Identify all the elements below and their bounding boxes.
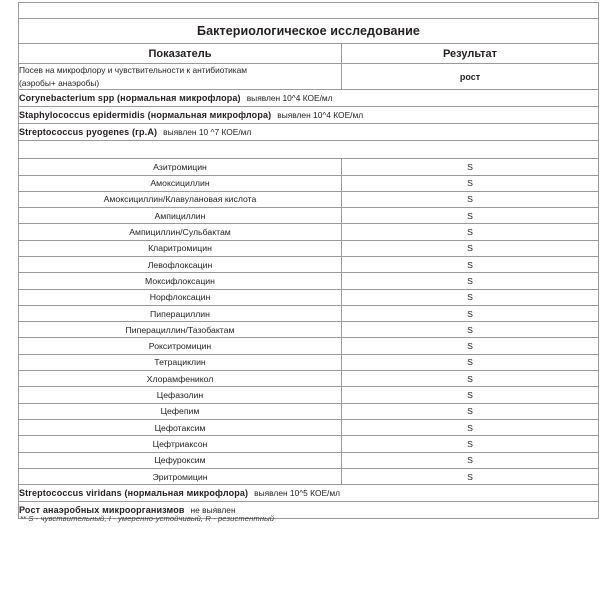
- table-row: [19, 224, 599, 240]
- table-row: [19, 240, 599, 256]
- table-row: [19, 338, 599, 354]
- table-row: [19, 273, 599, 289]
- antibiotic-result: S: [342, 175, 599, 191]
- table-row: [19, 208, 599, 224]
- antibiotic-name: Пиперациллин: [19, 305, 342, 321]
- antibiotic-name: Рокситромицин: [19, 338, 342, 354]
- antibiotic-result: S: [342, 208, 599, 224]
- antibiotic-name: Пиперациллин/Тазобактам: [19, 322, 342, 338]
- antibiotic-result: S: [342, 452, 599, 468]
- susceptibility-separator-row: [19, 141, 599, 159]
- antibiotic-name: Тетрациклин: [19, 354, 342, 370]
- organism-row: [19, 124, 599, 141]
- organism-name: Streptococcus pyogenes (гр.А): [19, 127, 158, 138]
- organism-row: [19, 90, 599, 107]
- test-result-value: рост: [342, 64, 599, 90]
- organism-name: Streptococcus viridans (нормальная микрофлора): [19, 488, 249, 499]
- bacteriology-report-table: [18, 2, 599, 519]
- antibiotic-result: S: [342, 191, 599, 207]
- table-row: [19, 354, 599, 370]
- antibiotic-name: Цефуроксим: [19, 452, 342, 468]
- organism-quantity: выявлен 10^4 КОЕ/мл: [277, 110, 364, 121]
- antibiotic-name: Цефазолин: [19, 387, 342, 403]
- antibiotic-result: S: [342, 224, 599, 240]
- antibiotic-name: Ампициллин: [19, 208, 342, 224]
- antibiotic-result: S: [342, 322, 599, 338]
- antibiotic-result: S: [342, 387, 599, 403]
- organism-name: Рост анаэробных микроорганизмов: [19, 505, 185, 516]
- antibiotic-result: S: [342, 159, 599, 175]
- table-row: [19, 191, 599, 207]
- table-row: [19, 257, 599, 273]
- test-name-line-2: (аэробы+ анаэробы): [19, 77, 100, 88]
- table-row: [19, 322, 599, 338]
- antibiotic-result: S: [342, 354, 599, 370]
- organism-cell: [19, 107, 599, 124]
- table-row: [19, 305, 599, 321]
- table-row: [19, 289, 599, 305]
- antibiotic-name: Кларитромицин: [19, 240, 342, 256]
- organism-row: [19, 485, 599, 502]
- antibiotic-result: S: [342, 240, 599, 256]
- organism-quantity: выявлен 10^4 КОЕ/мл: [246, 93, 333, 104]
- antibiotic-name: Моксифлоксацин: [19, 273, 342, 289]
- report-body: [19, 3, 599, 519]
- title-row: [19, 19, 599, 44]
- antibiotic-result: S: [342, 273, 599, 289]
- antibiotic-result: S: [342, 468, 599, 484]
- antibiotic-result: S: [342, 371, 599, 387]
- table-row: [19, 387, 599, 403]
- organism-name: Corynebacterium spp (нормальная микрофлора): [19, 93, 241, 104]
- antibiotic-name: Левофлоксацин: [19, 257, 342, 273]
- antibiotic-name: Азитромицин: [19, 159, 342, 175]
- antibiotic-name: Цефотаксим: [19, 419, 342, 435]
- antibiotic-result: S: [342, 257, 599, 273]
- table-row: [19, 419, 599, 435]
- column-header-row: [19, 44, 599, 64]
- antibiotic-result: S: [342, 419, 599, 435]
- antibiotic-result: S: [342, 436, 599, 452]
- organism-quantity: выявлен 10 ^7 КОЕ/мл: [163, 127, 252, 138]
- antibiotic-name: Цефтриаксон: [19, 436, 342, 452]
- table-row: [19, 403, 599, 419]
- legend-footnote: ** S - чувствительный, I - умеренно-устойчивый, R - резистентный: [20, 514, 275, 523]
- organism-cell: [19, 485, 599, 502]
- table-row: [19, 159, 599, 175]
- organism-name: Staphylococcus epidermidis (нормальная микрофлора): [19, 110, 272, 121]
- table-row: [19, 371, 599, 387]
- antibiotic-name: Амоксициллин/Клавулановая кислота: [19, 191, 342, 207]
- column-header-indicator: Показатель: [19, 44, 342, 64]
- antibiotic-name: Эритромицин: [19, 468, 342, 484]
- table-row: [19, 452, 599, 468]
- page-title: Бактериологическое исследование: [19, 19, 599, 44]
- table-row: [19, 175, 599, 191]
- antibiotic-name: Хлорамфеникол: [19, 371, 342, 387]
- antibiotic-result: S: [342, 338, 599, 354]
- antibiotic-result: S: [342, 289, 599, 305]
- organism-cell: [19, 124, 599, 141]
- table-row: [19, 436, 599, 452]
- antibiotic-result: S: [342, 305, 599, 321]
- antibiotic-name: Норфлоксацин: [19, 289, 342, 305]
- table-row: [19, 468, 599, 484]
- antibiotic-result: S: [342, 403, 599, 419]
- antibiotic-name: Цефепим: [19, 403, 342, 419]
- organism-cell: [19, 90, 599, 107]
- top-spacer-row: [19, 3, 599, 19]
- antibiotic-name: Амоксициллин: [19, 175, 342, 191]
- organism-quantity: выявлен 10^5 КОЕ/мл: [254, 488, 341, 499]
- organism-quantity: не выявлен: [190, 505, 236, 516]
- test-row: [19, 64, 599, 90]
- top-spacer-cell: [19, 3, 599, 19]
- test-name-cell: [19, 64, 342, 90]
- antibiotic-name: Ампициллин/Сульбактам: [19, 224, 342, 240]
- column-header-result: Результат: [342, 44, 599, 64]
- test-name-line-1: Посев на микрофлору и чувствительности к антибиотикам: [19, 65, 248, 75]
- organism-row: [19, 107, 599, 124]
- susceptibility-separator-cell: [19, 141, 599, 159]
